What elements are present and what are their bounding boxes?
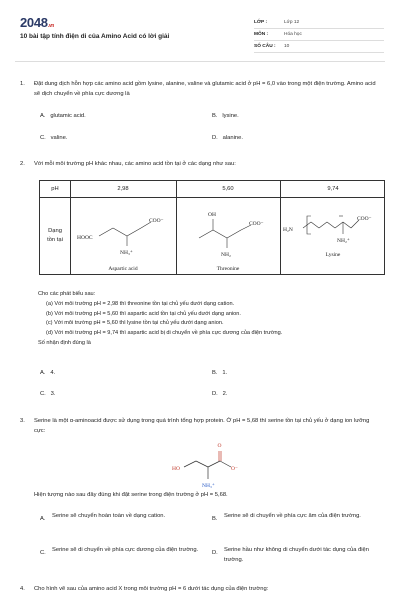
question-number: 4. — [20, 586, 25, 592]
option-label: B. — [212, 370, 218, 376]
carbonyl-double-bond — [219, 451, 221, 461]
threonine-structure — [177, 198, 279, 275]
meta-row-subject — [254, 29, 384, 41]
option-text: lysine. — [222, 113, 239, 119]
meta-table — [254, 17, 384, 53]
right-group-label: COO⁻ — [149, 218, 164, 224]
serine-structure — [168, 437, 248, 492]
option-label: A. — [40, 370, 46, 376]
table-header-cell: 9,74 — [327, 186, 339, 192]
question-1 — [20, 80, 382, 99]
question-number: 3. — [20, 418, 25, 424]
option-text: 1. — [222, 370, 228, 376]
aspartic-acid-structure — [71, 198, 175, 275]
statement-item: (d) Với môi trường pH = 9,74 thì aspartic acid bị di chuyển về phía cực dương của điện trường. — [46, 330, 283, 337]
amino-acid-table — [39, 180, 385, 275]
option-text: valine. — [50, 135, 68, 141]
q3-option-c[interactable] — [40, 545, 208, 555]
right-group-label: COO⁻ — [249, 221, 264, 227]
q1-option-d[interactable] — [212, 135, 243, 141]
option-text: alanine. — [222, 135, 243, 141]
option-label: A. — [40, 516, 46, 522]
row-label-line: Dạng — [48, 228, 62, 234]
question-number: 2. — [20, 161, 25, 167]
left-group-label: HOOC — [77, 235, 93, 241]
meta-value: Hóa học — [284, 32, 302, 37]
document-title: 10 bài tập tính điện di của Amino Acid có lời giải — [20, 33, 170, 40]
question-text: Với mỗi môi trường pH khác nhau, các amino acid tồn tại ở các dạng như sau: — [34, 161, 236, 167]
right-group-label: COO⁻ — [357, 216, 372, 222]
left-group-label: H₂N — [283, 227, 293, 233]
question-number: 1. — [20, 81, 25, 87]
meta-row-class — [254, 17, 384, 29]
top-group-label: OH — [208, 212, 216, 218]
statement-question: Số nhận định đúng là — [38, 339, 91, 346]
table-row-label — [40, 227, 70, 245]
option-label: D. — [212, 135, 218, 141]
option-text: Serine sẽ di chuyển về phía cực âm của điện trường. — [224, 513, 361, 519]
carboxylate-oxygen-label: O⁻ — [231, 466, 238, 472]
skeleton-bonds — [184, 461, 231, 479]
q2-option-b[interactable] — [212, 370, 227, 376]
meta-value: Lớp 12 — [284, 20, 300, 25]
option-label: C. — [40, 135, 46, 141]
question-3-prompt — [20, 491, 382, 501]
q1-option-c[interactable] — [40, 135, 67, 141]
option-label: A. — [40, 113, 46, 119]
option-text: 4. — [50, 370, 56, 376]
statement-list — [40, 290, 282, 349]
question-text: Đặt dung dịch hỗn hợp các amino acid gồm lysine, alanine, valine và glutamic acid ở pH = 6,0 vào trong một điện trường. Amino acid sẽ dịch chuyển về phía cực dương là — [34, 81, 376, 97]
q3-option-d[interactable] — [212, 545, 377, 565]
option-label: C. — [40, 550, 46, 556]
skeleton-bonds — [303, 216, 359, 234]
option-text: glutamic acid. — [50, 113, 86, 119]
option-text: Serine hầu như không di chuyển dưới tác dụng của điện trường. — [224, 547, 369, 563]
question-text: Cho hình vẽ sau của amino acid X trong môi trường pH = 6 dưới tác dụng của điện trường: — [34, 586, 269, 592]
bottom-group-label: NH₂ — [221, 252, 231, 258]
meta-key: MÔN : — [254, 32, 269, 37]
q2-option-c[interactable] — [40, 391, 56, 397]
q2-option-a[interactable] — [40, 370, 55, 376]
site-logo[interactable] — [20, 15, 54, 30]
statement-intro: Cho các phát biểu sau: — [38, 291, 96, 297]
table-header-cell: pH — [51, 186, 59, 192]
meta-value: 10 — [284, 44, 290, 49]
meta-key: LỚP : — [254, 20, 268, 25]
header-divider — [15, 61, 385, 62]
logo-suffix: .vn — [47, 23, 55, 29]
q1-option-b[interactable] — [212, 113, 239, 119]
q2-option-d[interactable] — [212, 391, 228, 397]
skeleton-bonds — [199, 219, 251, 248]
ammonium-label: NH₃⁺ — [202, 483, 215, 489]
option-label: C. — [40, 391, 46, 397]
option-label: B. — [212, 516, 218, 522]
molecule-name: Aspartic acid — [108, 266, 138, 272]
carbonyl-oxygen-label: O — [217, 443, 222, 449]
option-text: Serine sẽ di chuyển về phía cực dương của điện trường. — [52, 547, 199, 553]
option-text: Serine sẽ chuyển hoàn toàn về dạng cation. — [52, 513, 166, 519]
logo-text: 2048 — [20, 15, 48, 30]
bottom-group-label: NH₃⁺ — [120, 250, 133, 256]
statement-item: (b) Với môi trường pH = 5,60 thì aspartic acid tồn tại chủ yếu dưới dạng anion. — [46, 310, 241, 317]
q3-option-b[interactable] — [212, 511, 377, 521]
row-label-line: tồn tại — [47, 237, 63, 243]
statement-item: (c) Với môi trường pH = 5,60 thì lysine tồn tại chủ yếu dưới dạng anion. — [46, 320, 224, 327]
option-text: 2. — [222, 391, 228, 397]
option-text: 3. — [50, 391, 56, 397]
table-header-cell: 2,98 — [117, 186, 129, 192]
q1-option-a[interactable] — [40, 113, 86, 119]
meta-key: SỐ CÂU : — [254, 44, 276, 49]
question-text: Hiện tượng nào sau đây đúng khi đặt serine trong điện trường ở pH = 5,68. — [34, 492, 228, 498]
statement-item: (a) Với môi trường pH = 2,98 thì threonine tồn tại chủ yếu dưới dạng cation. — [46, 300, 235, 307]
hydroxyl-label: HO — [172, 466, 180, 472]
bottom-group-label: NH₂⁺ — [337, 238, 350, 244]
lysine-structure — [281, 198, 385, 275]
option-label: D. — [212, 391, 218, 397]
q3-option-a[interactable] — [40, 511, 190, 521]
option-label: D. — [212, 550, 218, 556]
table-header-cell: 5,60 — [222, 186, 234, 192]
meta-row-count — [254, 41, 384, 53]
question-3 — [20, 417, 382, 436]
question-2 — [20, 160, 382, 170]
option-label: B. — [212, 113, 218, 119]
molecule-name: Threonine — [216, 266, 240, 272]
question-text: Serine là một α-aminoacid được sử dụng trong quá trình tổng hợp protein. Ở pH = 5,68 thì serine tồn tại chủ yếu ở dạng ion lưỡng cực: — [34, 418, 370, 434]
question-4 — [20, 585, 382, 595]
molecule-name: Lysine — [325, 252, 341, 258]
skeleton-bonds — [99, 222, 151, 246]
